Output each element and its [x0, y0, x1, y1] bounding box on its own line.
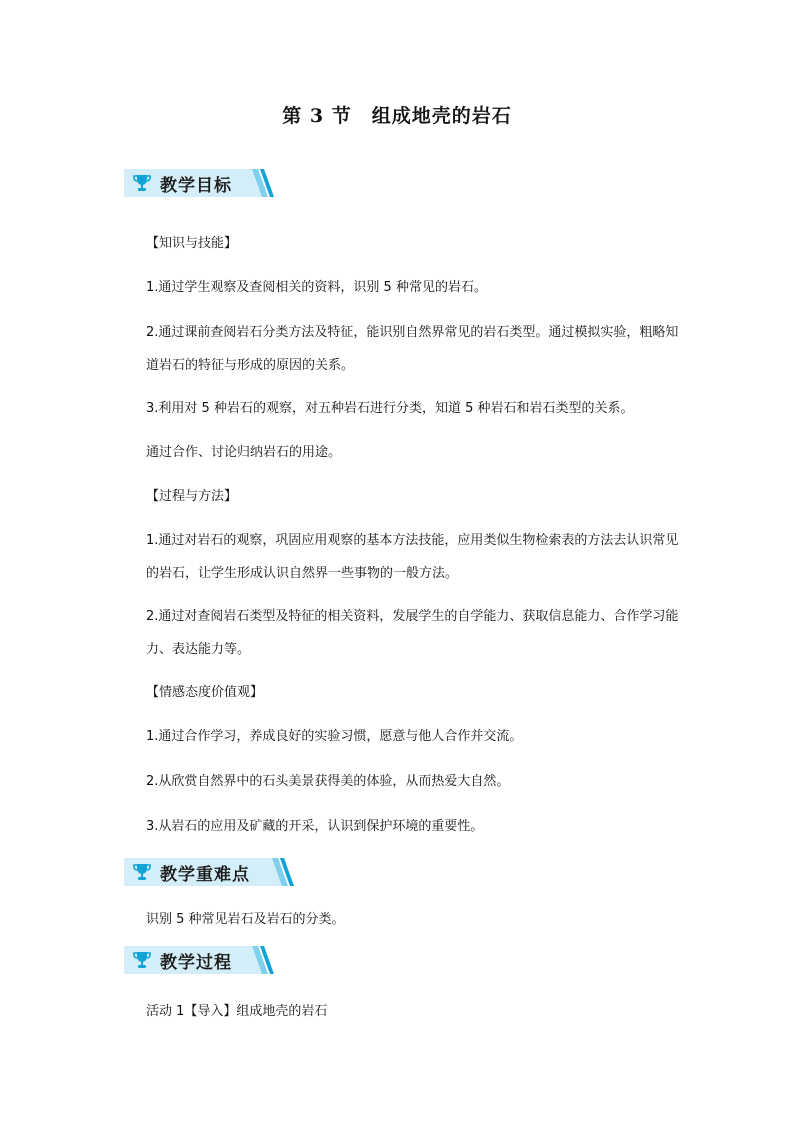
- goal-paragraph: 3.利用对 5 种岩石的观察，对五种岩石进行分类，知道 5 种岩石和岩石类型的关系。: [146, 401, 634, 416]
- subheading-knowledge: 【知识与技能】: [146, 236, 238, 251]
- section-banner-process: [124, 946, 274, 974]
- section-title: 教学过程: [160, 953, 232, 973]
- section-title: 教学目标: [160, 176, 232, 196]
- goal-paragraph: 1.通过学生观察及查阅相关的资料，识别 5 种常见的岩石。: [146, 280, 487, 295]
- goal-paragraph: 1.通过对岩石的观察，巩固应用观察的基本方法技能，应用类似生物检索表的方法去认识常见的岩石，让学生形成认识自然界一些事物的一般方法。: [146, 533, 679, 581]
- page-title: 第 3 节 组成地壳的岩石: [282, 105, 512, 127]
- keypoint-paragraph: 识别 5 种常见岩石及岩石的分类。: [146, 912, 345, 927]
- goal-paragraph: 3.从岩石的应用及矿藏的开采，认识到保护环境的重要性。: [146, 819, 484, 834]
- goal-paragraph: 1.通过合作学习，养成良好的实验习惯，愿意与他人合作并交流。: [146, 729, 523, 744]
- trophy-icon: [132, 951, 152, 969]
- goal-paragraph: 2.通过对查阅岩石类型及特征的相关资料，发展学生的自学能力、获取信息能力、合作学习能力、表达能力等。: [146, 609, 679, 657]
- goal-paragraph: 通过合作、讨论归纳岩石的用途。: [146, 445, 342, 460]
- trophy-icon: [132, 863, 152, 881]
- trophy-icon: [132, 174, 152, 192]
- subheading-process-method: 【过程与方法】: [146, 489, 238, 504]
- section-title: 教学重难点: [160, 865, 250, 885]
- section-banner-goals: [124, 169, 274, 197]
- goal-paragraph: 2.通过课前查阅岩石分类方法及特征，能识别自然界常见的岩石类型。通过模拟实验，粗略知道岩石的特征与形成的原因的关系。: [146, 325, 679, 373]
- goal-paragraph: 2.从欣赏自然界中的石头美景获得美的体验，从而热爱大自然。: [146, 774, 510, 789]
- section-banner-keypoints: [124, 858, 294, 886]
- subheading-attitude: 【情感态度价值观】: [146, 685, 264, 700]
- process-paragraph: 活动 1【导入】组成地壳的岩石: [146, 1004, 328, 1019]
